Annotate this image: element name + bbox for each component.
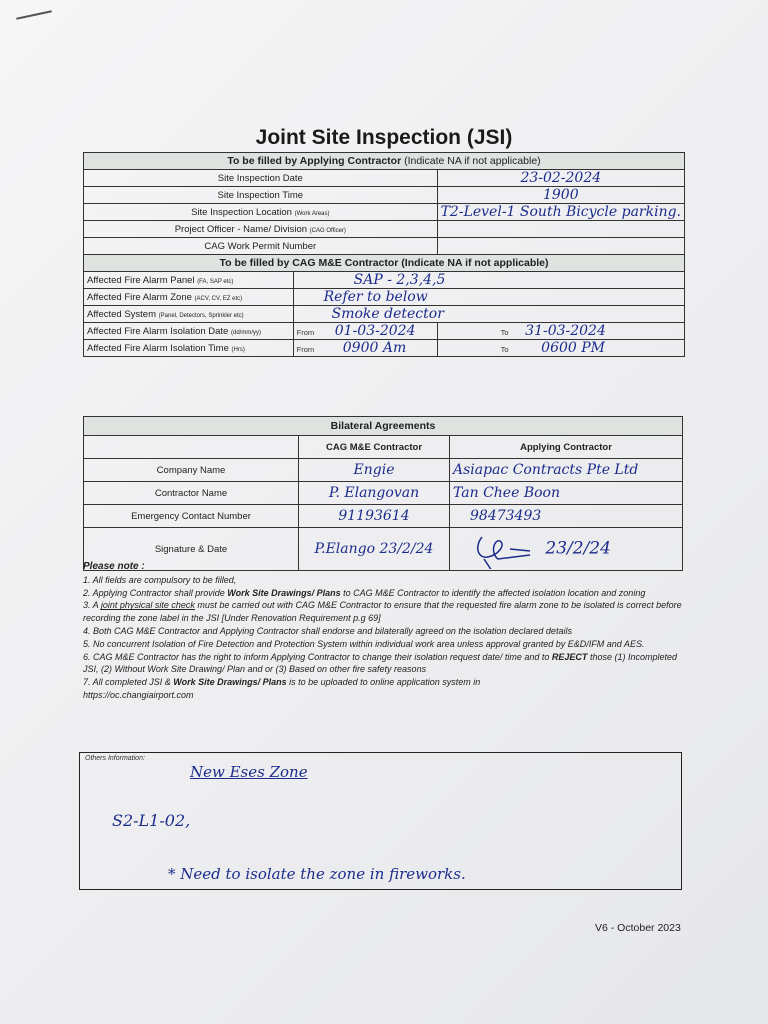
bilateral-agreements-table (83, 416, 683, 571)
notes-section (83, 561, 683, 702)
label-isolation-time: Affected Fire Alarm Isolation Time (Hrs) (84, 340, 294, 357)
isolation-date-from: From 01-03-2024 (293, 323, 437, 340)
note-5: 5. No concurrent Isolation of Fire Detection and Protection System within individual work area unless approval granted by E&D/IFM and AES. (83, 638, 645, 649)
version-label: V6 - October 2023 (595, 922, 681, 934)
note-7: 7. All completed JSI & Work Site Drawings/ Plans is to be uploaded to online application system in (83, 677, 481, 688)
note-4: 4. Both CAG M&E Contractor and Applying Contractor shall endorse and bilaterally agreed on the isolation declared details (83, 625, 572, 636)
label-work-permit-number: CAG Work Permit Number (84, 238, 438, 255)
value-alarm-panel: SAP - 2,3,4,5 (293, 272, 684, 289)
form-title: Joint Site Inspection (JSI) (255, 126, 513, 149)
cag-emergency-contact: 91193614 (299, 505, 450, 528)
label-site-inspection-time: Site Inspection Time (84, 187, 438, 204)
section-header-cag: To be filled by CAG M&E Contractor (Indicate NA if not applicable) (84, 255, 685, 272)
note-6: 6. CAG M&E Contractor has the right to inform Applying Contractor to change their isolation request date/ time and to REJECT those (1) Incompleted JSI, (2) Without Work Site Drawing/ Plan and or (3) Based on other fire safety reasons (83, 651, 677, 675)
note-1: 1. All fields are compulsory to be filled, (83, 574, 237, 585)
cag-signature-date: P.Elango 23/2/24 (299, 528, 450, 571)
label-alarm-zone: Affected Fire Alarm Zone (ACV, CV, EZ etc) (84, 289, 294, 306)
others-line-2: S2-L1-02, (112, 811, 191, 830)
label-company-name: Company Name (84, 459, 299, 482)
value-affected-system: Smoke detector (293, 306, 684, 323)
notes-heading: Please note : (83, 561, 145, 572)
value-site-inspection-location: T2-Level-1 South Bicycle parking. (437, 204, 684, 221)
label-isolation-date: Affected Fire Alarm Isolation Date (dd/mm/yy) (84, 323, 294, 340)
label-affected-system: Affected System (Panel, Detectors, Sprinkler etc) (84, 306, 294, 323)
section-header-applying: To be filled by Applying Contractor (Indicate NA if not applicable) (84, 153, 685, 170)
applying-contractor-name: Tan Chee Boon (450, 482, 683, 505)
label-alarm-panel: Affected Fire Alarm Panel (FA, SAP etc) (84, 272, 294, 289)
isolation-date-to: To 31-03-2024 (437, 323, 684, 340)
others-caption: Others Information: (85, 755, 145, 762)
bilateral-header: Bilateral Agreements (84, 417, 683, 436)
note-3: 3. A joint physical site check must be carried out with CAG M&E Contractor to ensure that the requested fire alarm zone to be isolated is correct before recording the zone label in the JSI [Under Renovation Requirement p.g 69] (83, 600, 682, 624)
applying-signature-date: 23/2/24 (450, 528, 683, 571)
label-site-inspection-location: Site Inspection Location (Work Areas) (84, 204, 438, 221)
others-information-box (79, 752, 682, 890)
others-line-3: * Need to isolate the zone in fireworks. (168, 865, 466, 883)
label-emergency-contact: Emergency Contact Number (84, 505, 299, 528)
applying-company-name: Asiapac Contracts Pte Ltd (450, 459, 683, 482)
jsi-form-table (83, 152, 685, 357)
col-cag-contractor: CAG M&E Contractor (299, 436, 450, 459)
bilateral-blank-cell (84, 436, 299, 459)
label-project-officer: Project Officer - Name/ Division (CAG Officer) (84, 221, 438, 238)
applying-emergency-contact: 98473493 (450, 505, 683, 528)
note-7-url: https://oc.changiairport.com (83, 689, 194, 700)
isolation-time-to: To 0600 PM (437, 340, 684, 357)
label-signature-date: Signature & Date (84, 528, 299, 571)
value-site-inspection-date: 23-02-2024 (437, 170, 684, 187)
others-line-1: New Eses Zone (190, 763, 308, 781)
value-project-officer (437, 221, 684, 238)
isolation-time-from: From 0900 Am (293, 340, 437, 357)
cag-company-name: Engie (299, 459, 450, 482)
cag-contractor-name: P. Elangovan (299, 482, 450, 505)
label-site-inspection-date: Site Inspection Date (84, 170, 438, 187)
value-work-permit-number (437, 238, 684, 255)
label-contractor-name: Contractor Name (84, 482, 299, 505)
note-2: 2. Applying Contractor shall provide Work Site Drawings/ Plans to CAG M&E Contractor to identify the affected isolation location and zoning (83, 587, 646, 598)
pen-mark (16, 10, 52, 19)
value-site-inspection-time: 1900 (437, 187, 684, 204)
value-alarm-zone: Refer to below (293, 289, 684, 306)
col-applying-contractor: Applying Contractor (450, 436, 683, 459)
